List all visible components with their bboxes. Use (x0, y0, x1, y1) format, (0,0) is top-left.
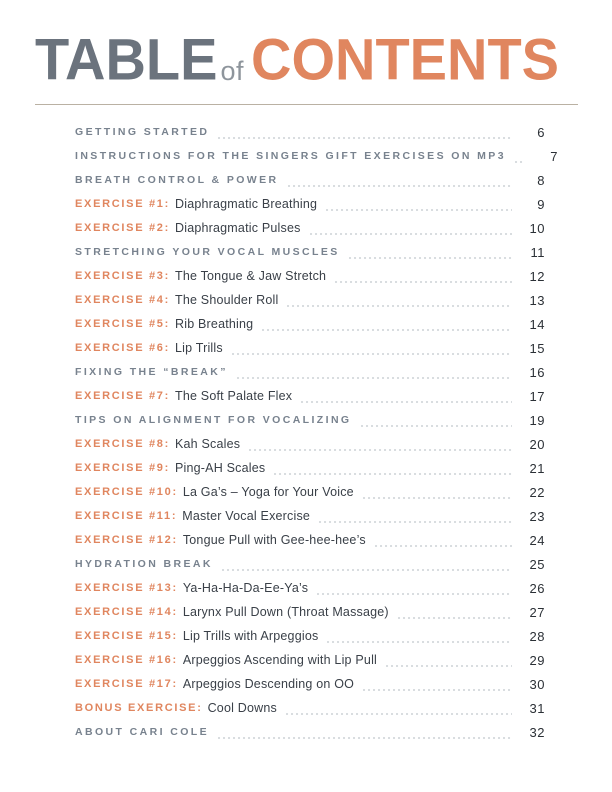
title-word-of: of (220, 56, 245, 86)
entry-title: Arpeggios Descending on OO (182, 677, 355, 691)
page-number: 32 (529, 724, 545, 740)
dotted-leader (218, 737, 512, 739)
entry-prefix: EXERCISE #1: (75, 198, 170, 210)
toc-entry (75, 456, 545, 480)
entry-title: Tongue Pull with Gee-hee-hee’s (182, 533, 366, 547)
toc-entry (75, 240, 545, 264)
toc-list (75, 120, 558, 744)
toc-entry (75, 120, 545, 144)
toc-entry (75, 288, 545, 312)
entry-prefix: EXERCISE #11: (75, 510, 178, 522)
dotted-leader (375, 545, 512, 547)
page-number: 7 (550, 148, 558, 164)
dotted-leader (363, 689, 512, 691)
page-number: 17 (529, 388, 545, 404)
toc-entry (75, 624, 545, 648)
dotted-leader (274, 473, 512, 475)
toc-entry (75, 600, 545, 624)
page-number: 27 (529, 604, 545, 620)
entry-prefix: EXERCISE #6: (75, 342, 170, 354)
page-number: 31 (529, 700, 545, 716)
entry-title: Diaphragmatic Breathing (174, 197, 318, 211)
toc-entry (75, 552, 545, 576)
page-number: 16 (529, 364, 545, 380)
entry-title: TIPS ON ALIGNMENT FOR VOCALIZING (75, 414, 352, 426)
entry-prefix: EXERCISE #7: (75, 390, 170, 402)
page-number: 20 (529, 436, 545, 452)
toc-entry (75, 360, 545, 384)
page-number: 24 (529, 532, 545, 548)
dotted-leader (398, 617, 512, 619)
entry-title: Cool Downs (207, 701, 277, 715)
entry-title: La Ga’s – Yoga for Your Voice (182, 485, 354, 499)
toc-entry (75, 408, 545, 432)
entry-prefix: EXERCISE #13: (75, 582, 178, 594)
page-number: 9 (537, 196, 545, 212)
dotted-leader (237, 377, 512, 379)
page-number: 19 (529, 412, 545, 428)
entry-title: Larynx Pull Down (Throat Massage) (182, 605, 389, 619)
dotted-leader (286, 713, 512, 715)
page-number: 22 (529, 484, 545, 500)
toc-entry (75, 168, 545, 192)
entry-prefix: EXERCISE #5: (75, 318, 170, 330)
dotted-leader (317, 593, 512, 595)
entry-prefix: EXERCISE #17: (75, 678, 178, 690)
entry-prefix: EXERCISE #9: (75, 462, 170, 474)
entry-title: GETTING STARTED (75, 126, 210, 138)
entry-prefix: EXERCISE #2: (75, 222, 170, 234)
toc-entry (75, 648, 545, 672)
dotted-leader (319, 521, 512, 523)
entry-title: Lip Trills with Arpeggios (182, 629, 319, 643)
entry-prefix: EXERCISE #8: (75, 438, 170, 450)
entry-title: Diaphragmatic Pulses (174, 221, 301, 235)
entry-prefix: EXERCISE #3: (75, 270, 170, 282)
page-number: 23 (529, 508, 545, 524)
page-number: 21 (529, 460, 545, 476)
page-number: 8 (537, 172, 545, 188)
toc-entry (75, 504, 545, 528)
page-number: 12 (529, 268, 545, 284)
entry-prefix: EXERCISE #14: (75, 606, 178, 618)
page-number: 25 (529, 556, 545, 572)
dotted-leader (218, 137, 512, 139)
toc-entry (75, 696, 545, 720)
dotted-leader (386, 665, 512, 667)
toc-entry (75, 576, 545, 600)
page-number: 11 (530, 244, 545, 260)
toc-entry (75, 144, 558, 168)
entry-title: ABOUT CARI COLE (75, 726, 209, 738)
entry-title: Ya-Ha-Ha-Da-Ee-Ya’s (182, 581, 309, 595)
page-number: 26 (529, 580, 545, 596)
page-number: 13 (529, 292, 545, 308)
page-number: 15 (529, 340, 545, 356)
entry-title: BREATH CONTROL & POWER (75, 174, 279, 186)
entry-title: The Tongue & Jaw Stretch (174, 269, 327, 283)
toc-entry (75, 192, 545, 216)
dotted-leader (301, 401, 512, 403)
toc-entry (75, 720, 545, 744)
dotted-leader (288, 185, 513, 187)
dotted-leader (361, 425, 513, 427)
entry-prefix: EXERCISE #12: (75, 534, 178, 546)
toc-entry (75, 528, 545, 552)
toc-entry (75, 384, 545, 408)
dotted-leader (310, 233, 512, 235)
page-number: 30 (529, 676, 545, 692)
page-number: 14 (529, 316, 545, 332)
dotted-leader (262, 329, 512, 331)
toc-entry (75, 312, 545, 336)
dotted-leader (363, 497, 512, 499)
dotted-leader (326, 209, 512, 211)
entry-title: Ping-AH Scales (174, 461, 266, 475)
dotted-leader (515, 161, 525, 163)
dotted-leader (335, 281, 512, 283)
entry-title: INSTRUCTIONS FOR THE SINGERS GIFT EXERCISES ON MP3 (75, 150, 506, 162)
title-word-contents: CONTENTS (251, 26, 560, 93)
entry-title: HYDRATION BREAK (75, 558, 213, 570)
entry-prefix: EXERCISE #10: (75, 486, 178, 498)
dotted-leader (327, 641, 512, 643)
toc-entry (75, 672, 545, 696)
title-word-table: TABLE (35, 26, 218, 93)
entry-title: FIXING THE “BREAK” (75, 366, 228, 378)
entry-prefix: EXERCISE #15: (75, 630, 178, 642)
page-title (35, 26, 580, 93)
entry-title: The Soft Palate Flex (174, 389, 293, 403)
title-divider (35, 104, 578, 105)
dotted-leader (232, 353, 512, 355)
entry-title: The Shoulder Roll (174, 293, 279, 307)
toc-entry (75, 264, 545, 288)
page-number: 29 (529, 652, 545, 668)
toc-entry (75, 432, 545, 456)
entry-title: STRETCHING YOUR VOCAL MUSCLES (75, 246, 340, 258)
dotted-leader (349, 257, 512, 259)
entry-title: Arpeggios Ascending with Lip Pull (182, 653, 378, 667)
dotted-leader (222, 569, 512, 571)
toc-entry (75, 216, 545, 240)
dotted-leader (287, 305, 512, 307)
toc-entry (75, 480, 545, 504)
toc-entry (75, 336, 545, 360)
entry-prefix: BONUS EXERCISE: (75, 702, 203, 714)
entry-title: Lip Trills (174, 341, 223, 355)
page-number: 28 (529, 628, 545, 644)
page-number: 10 (529, 220, 545, 236)
entry-title: Master Vocal Exercise (182, 509, 311, 523)
entry-prefix: EXERCISE #16: (75, 654, 178, 666)
entry-prefix: EXERCISE #4: (75, 294, 170, 306)
entry-title: Rib Breathing (174, 317, 254, 331)
page-number: 6 (537, 124, 545, 140)
dotted-leader (249, 449, 512, 451)
entry-title: Kah Scales (174, 437, 241, 451)
